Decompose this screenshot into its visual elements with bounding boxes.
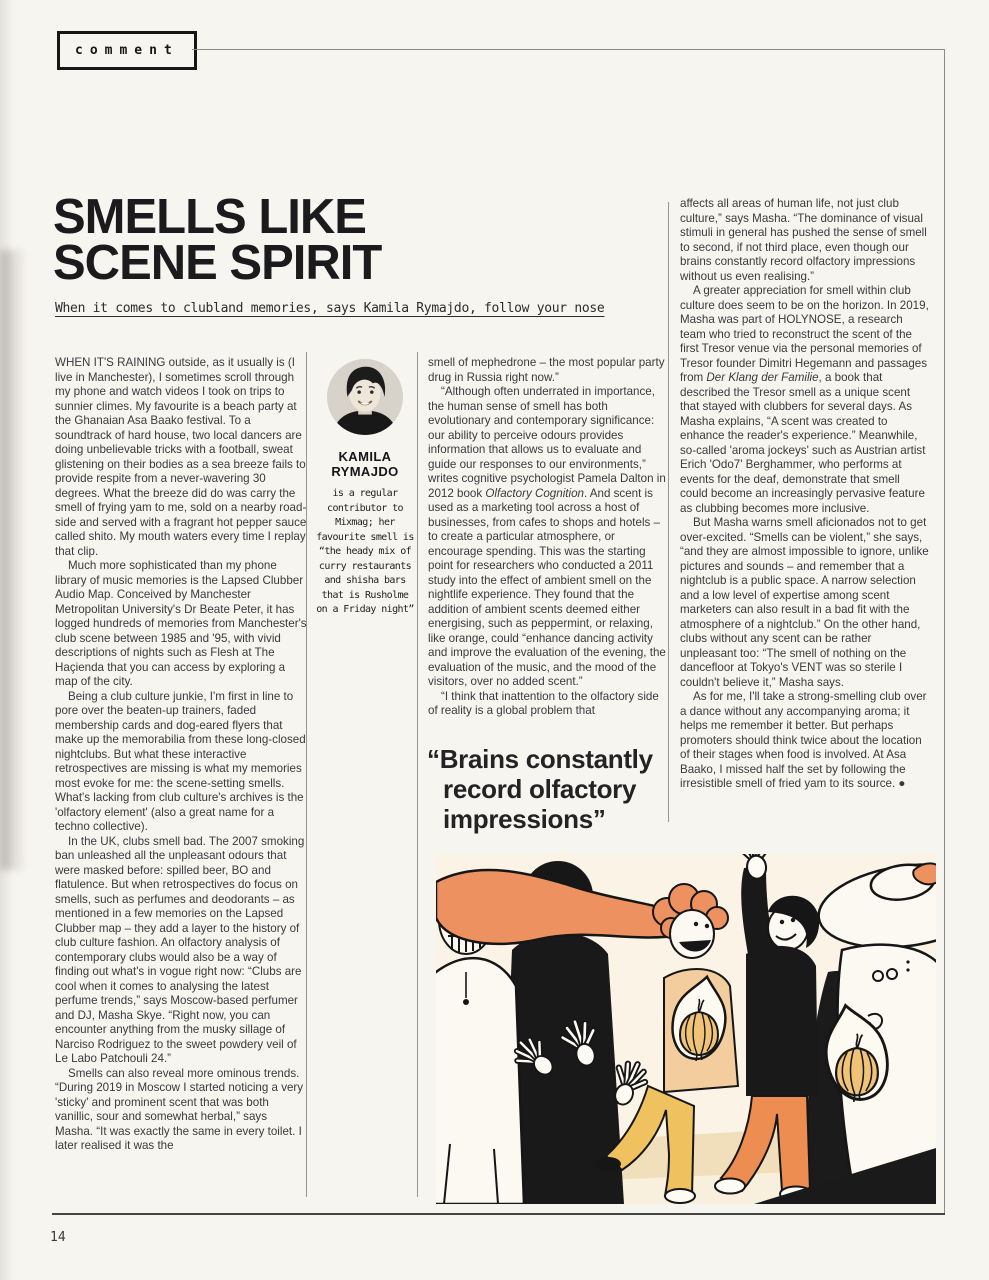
body-paragraph: smell of mephedrone – the most popular party drug in Russia right now.” [428, 356, 665, 384]
article-title-line1: SMELLS LIKE [53, 190, 366, 244]
author-bio-block [314, 358, 416, 618]
footer-rule [52, 1213, 945, 1215]
body-paragraph: A greater appreciation for smell within club culture does seem to be on the horizon. In 2019, Masha was part of HOLYNOSE, a research team who tried to reconstruct the scent of the first Tresor venue via the personal memories of Tresor founder Dimitri Hegemann and passages from Der Klang der Familie, a book that described the Tresor smell as a unique scent that stayed with clubbers for several days. As Masha explains, “A scent was created to enhance the reader's experience.” Meanwhile, so-called 'aroma jockeys' such as Austrian artist Erich 'Odo7' Berghammer, who performs at events for the deaf, demonstrate that smell could become an increasingly pervasive feature as clubbing becomes more inclusive. [680, 284, 929, 515]
body-column-3 [680, 197, 930, 792]
body-paragraph: affects all areas of human life, not just club culture,” says Masha. “The dominance of visual stimuli in general has pushed the sense of smell to second, if not third place, even though our brains constantly record olfactory impressions without us even realising.” [680, 197, 927, 283]
column-divider-3 [668, 202, 669, 822]
right-rule [944, 49, 945, 1215]
section-kicker-label: comment [75, 43, 179, 58]
body-paragraph: Much more sophisticated than my phone library of music memories is the Lapsed Clubber Audio Map. Conceived by Manchester Metropolitan University's Dr Beate Peter, it has logged hundreds of memories from Manchester's club scene between 1985 and '95, with vivid descriptions of nights such as Flesh at The Haçienda that you can access by exploring a map of the city. [55, 559, 307, 688]
body-paragraph: In the UK, clubs smell bad. The 2007 smoking ban unleashed all the unpleasant odours that were masked before: spilled beer, BO and flatulence. But when retrospectives do focus on smells, such as perfumes and deodorants – as mentioned in a few memories on the Lapsed Clubber map – they add a layer to the history of club culture fashion. An olfactory analysis of contemporary clubs would also be a way of finding out what's in vogue right now: “Clubs are cool when it comes to analysing the latest perfume trends,” says Moscow-based perfumer and DJ, Masha Skye. “Right now, you can encounter anything from the musky sillage of Narciso Rodriguez to the sweet powdery veil of Le Labo Patchouli 24.” [55, 834, 305, 1065]
article-standfirst: When it comes to clubland memories, says Kamila Rymajdo, follow your nose [55, 301, 605, 316]
article-title [53, 190, 382, 290]
body-column-1 [55, 356, 307, 1154]
section-kicker-box [57, 31, 197, 70]
column-divider-2 [417, 352, 418, 1197]
body-paragraph: But Masha warns smell aficionados not to get over-excited. “Smells can be violent,” she says, “and they are almost impossible to ignore, unlike pictures and sounds – and remember that a nightclub is a public space. A narrow selection and a low level of expertise among scent marketers can also result in a bad fit with the atmosphere of a nightclub.” On the other hand, clubs without any scent can be rather unpleasant too: “The smell of nothing on the dancefloor at Tokyo's VENT was so sterile I couldn't believe it,” Masha says. [680, 516, 929, 689]
body-paragraph: “I think that inattention to the olfactory side of reality is a global problem that [428, 689, 659, 717]
pull-quote: “Brains constantly record olfactory impressions” [427, 744, 653, 834]
body-paragraph: Smells can also reveal more ominous trends. “During 2019 in Moscow I started noticing a very 'sticky' and prominent scent that was both vanillic, sour and somewhat herbal,” says Masha. “It was exactly the same in every toilet. I later realised it was the [55, 1066, 304, 1152]
article-title-line2: SCENE SPIRIT [53, 236, 382, 290]
club-dancers-illustration [436, 854, 936, 1204]
scan-edge-shadow-soft [0, 0, 14, 1280]
author-name: KAMILA RYMAJDO [331, 449, 399, 479]
author-bio-text: is a regular contributor to Mixmag; her favourite smell is “the heady mix of curry restaurants and shisha bars that is Rusholme on a Friday night” [316, 488, 414, 615]
body-paragraph: As for me, I'll take a strong-smelling club over a dance without any accompanying aroma; it helps me remember it better. But perhaps promoters should think twice about the location of their stages when food is involved. At Asa Baako, I missed half the set by following the irresistible smell of fried yam to its source. ● [680, 690, 927, 790]
author-photo [326, 358, 404, 436]
body-column-2 [428, 356, 666, 719]
page-number: 14 [50, 1230, 66, 1245]
body-paragraph: WHEN IT'S RAINING outside, as it usually is (I live in Manchester), I sometimes scroll through my phone and watch videos I took on trips to sunnier climes. My favourite is a beach party at the Ghanaian Asa Baako festival. To a soundtrack of hard house, two local dancers are doing unbelievable tricks with a football, sweat glistening on their bodies as a sea breeze fails to provide respite from a never-wavering 30 degrees. What the breeze did do was carry the smell of frying yam to me, sold on a nearby road-side and served with a fragrant hot pepper sauce called shito. My mouth waters every time I replay that clip. [55, 356, 307, 558]
body-paragraph: “Although often underrated in importance, the human sense of smell has both evolutionary and contemporary significance: our ability to perceive odours provides information that allows us to evaluate and guide our responses to our environments,” writes cognitive psychologist Pamela Dalton in 2012 book Olfactory Cognition. And scent is used as a marketing tool across a host of businesses, from cafes to shops and hotels – to create a particular atmosphere, or encourage spending. This was the starting point for researchers who conducted a 2011 study into the effect of ambient smell on the nightlife experience. They found that the addition of ambient scents deemed either energising, such as peppermint, or relaxing, like orange, could “enhance dancing activity and improve the evaluation of the evening, the evaluation of the music, and the mood of the visitors, over no added scent.” [428, 385, 666, 688]
top-rule [192, 49, 945, 50]
body-paragraph: Being a club culture junkie, I'm first in line to pore over the beaten-up trainers, faded membership cards and dog-eared flyers that make up the memorabilia from these long-closed nightclubs. But what these interactive retrospectives are missing is what my memories most evoke for me: the scene-setting smells. What's lacking from club culture's archives is the 'olfactory element' (also a great name for a techno collective). [55, 689, 306, 833]
